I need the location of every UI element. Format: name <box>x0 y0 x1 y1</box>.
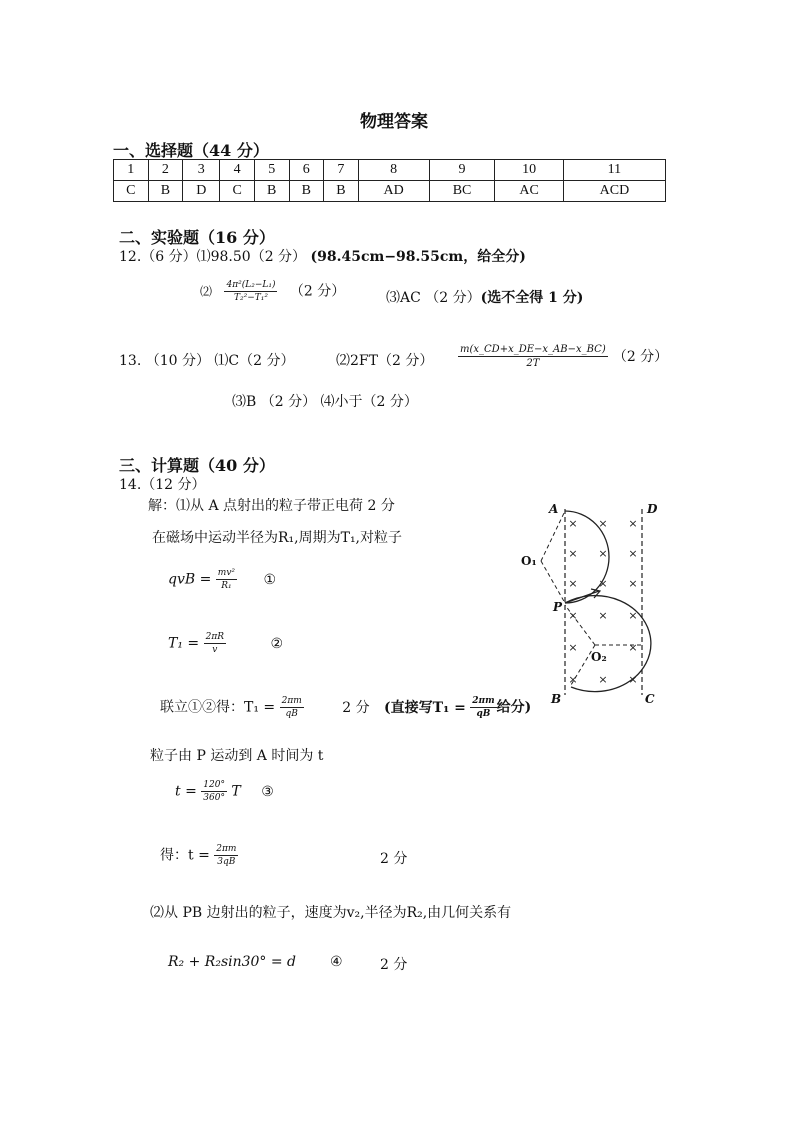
q13-frac-num: m(x_CD+x_DE−x_AB−x_BC) <box>460 344 606 355</box>
table-cell: 3 <box>183 160 220 181</box>
eq2-left: T₁ = <box>168 635 200 652</box>
result-text: 得：t = <box>160 847 210 864</box>
q12-line1 <box>119 246 526 266</box>
cross-mark: × <box>628 641 638 654</box>
table-cell: B <box>324 181 359 202</box>
eq4-score: 2 分 <box>380 957 408 973</box>
eq3-fraction <box>201 780 227 803</box>
result-line <box>160 844 238 867</box>
part2-line: ⑵从 PB 边射出的粒子，速度为v₂,半径为R₂,由几何关系有 <box>150 905 512 921</box>
eq1-num: mv² <box>217 568 236 578</box>
solve-line: 解：⑴从 A 点射出的粒子带正电荷 2 分 <box>148 498 395 514</box>
table-cell: 10 <box>495 160 563 181</box>
time-line: 粒子由 P 运动到 A 时间为 t <box>150 748 324 764</box>
label-o1: O₁ <box>521 554 537 568</box>
table-cell: 8 <box>358 160 429 181</box>
cross-mark: × <box>628 547 638 560</box>
result-score: 2 分 <box>380 851 408 867</box>
table-cell: B <box>254 181 289 202</box>
eq1-fraction <box>216 568 237 591</box>
table-cell: 6 <box>289 160 324 181</box>
cross-mark: × <box>568 517 578 530</box>
cross-mark: × <box>628 673 638 686</box>
q12-frac-den: T₂²−T₁² <box>233 293 268 303</box>
eq3-mark: ③ <box>261 783 274 800</box>
table-cell: B <box>148 181 183 202</box>
radius-line: 在磁场中运动半径为R₁,周期为T₁,对粒子 <box>152 530 403 546</box>
eq2-num: 2πR <box>205 632 225 642</box>
section2-heading: 二、实验题（16 分） <box>119 228 275 247</box>
eq2-fraction <box>204 632 226 655</box>
cross-mark: × <box>598 577 608 590</box>
label-c: C <box>645 692 655 706</box>
combine-den: qB <box>285 709 298 719</box>
cross-mark: × <box>568 547 578 560</box>
eq3-num: 120° <box>203 780 225 790</box>
q12-fraction <box>224 280 277 303</box>
label-a: A <box>549 502 559 516</box>
cross-mark: × <box>568 609 578 622</box>
table-cell: B <box>289 181 324 202</box>
answer-table <box>113 159 666 202</box>
cross-mark: × <box>568 641 578 654</box>
eq1-den: R₁ <box>221 581 232 591</box>
q13-p2-score: （2 分） <box>612 349 669 365</box>
result-fraction <box>214 844 238 867</box>
cross-mark: × <box>628 609 638 622</box>
equation-1 <box>168 568 276 591</box>
cross-mark: × <box>598 673 608 686</box>
label-b: B <box>551 692 562 706</box>
arc-lower <box>565 596 651 692</box>
equation-4: R₂ + R₂sin30° = d <box>168 954 297 970</box>
cross-mark: × <box>568 577 578 590</box>
label-d: D <box>647 502 658 516</box>
equation-2 <box>168 632 283 655</box>
table-cell: 4 <box>220 160 255 181</box>
label-p: P <box>553 600 563 614</box>
cross-mark: × <box>598 547 608 560</box>
table-row-answers <box>114 181 666 202</box>
eq3-right: T <box>231 783 241 800</box>
eq4-mark: ④ <box>330 954 343 970</box>
combine-bold-num: 2πm <box>472 696 495 706</box>
cross-mark: × <box>598 517 608 530</box>
cross-mark: × <box>628 577 638 590</box>
table-cell: BC <box>429 181 495 202</box>
table-cell: 2 <box>148 160 183 181</box>
combine-line <box>160 696 531 719</box>
section1-heading: 一、选择题（44 分） <box>113 141 269 160</box>
table-cell: C <box>220 181 255 202</box>
q12-part3 <box>386 287 583 307</box>
q12-part2 <box>200 280 345 303</box>
combine-text: 联立①②得：T₁ = <box>160 699 276 716</box>
label-o2: O₂ <box>591 650 607 664</box>
combine-bold-end: 给分) <box>496 699 532 716</box>
combine-fraction <box>280 696 304 719</box>
combine-score: 2 分 <box>342 699 370 716</box>
eq3-left: t = <box>175 783 197 800</box>
eq1-mark: ① <box>263 571 277 588</box>
page-title: 物理答案 <box>360 112 428 132</box>
q14-label: 14.（12 分） <box>119 477 206 493</box>
table-cell: AD <box>358 181 429 202</box>
combine-bold-fraction <box>470 696 496 719</box>
q12-line1-bold: (98.45cm−98.55cm，给全分) <box>310 249 526 265</box>
cross-mark: × <box>568 673 578 686</box>
q12-p2-label: ⑵ <box>200 284 213 299</box>
q13-fraction <box>458 344 608 369</box>
velocity-arrow <box>565 591 599 603</box>
q12-p2-score: （2 分） <box>289 283 346 300</box>
equation-3 <box>175 780 274 803</box>
eq1-left: qvB = <box>168 571 212 588</box>
table-cell: D <box>183 181 220 202</box>
q13-part1: 13. （10 分） ⑴C（2 分） <box>119 353 295 369</box>
table-cell: ACD <box>563 181 665 202</box>
q12-p3-bold: (选不全得 1 分) <box>480 290 584 306</box>
eq2-den: v <box>212 645 218 655</box>
combine-bold-den: qB <box>476 709 491 719</box>
q12-line1-text: 12.（6 分）⑴98.50（2 分） <box>119 249 311 265</box>
table-cell: 7 <box>324 160 359 181</box>
eq2-mark: ② <box>270 635 284 652</box>
result-num: 2πm <box>216 844 237 854</box>
table-cell: 1 <box>114 160 149 181</box>
section3-heading: 三、计算题（40 分） <box>119 456 275 475</box>
combine-bold: (直接写T₁ = <box>384 699 466 716</box>
cross-mark: × <box>598 609 608 622</box>
q12-p3-text: ⑶AC （2 分） <box>386 290 481 306</box>
result-den: 3qB <box>217 857 236 867</box>
table-cell: 9 <box>429 160 495 181</box>
table-cell: C <box>114 181 149 202</box>
radius-o1-p <box>541 561 565 603</box>
eq3-den: 360° <box>203 793 225 803</box>
table-cell: 11 <box>563 160 665 181</box>
radius-o1-a <box>541 511 565 561</box>
q13-line2: ⑶B （2 分） ⑷小于（2 分） <box>232 394 418 410</box>
table-cell: 5 <box>254 160 289 181</box>
cross-mark: × <box>628 517 638 530</box>
table-row-numbers <box>114 160 666 181</box>
magnetic-field-diagram <box>505 495 675 710</box>
q13-frac-den: 2T <box>526 358 540 369</box>
combine-num: 2πm <box>281 696 302 706</box>
table-cell: AC <box>495 181 563 202</box>
q12-frac-num: 4π²(L₂−L₁) <box>226 280 276 290</box>
q13-part2: ⑵2FT（2 分） <box>336 353 434 369</box>
q13-fraction-wrap <box>458 344 668 369</box>
